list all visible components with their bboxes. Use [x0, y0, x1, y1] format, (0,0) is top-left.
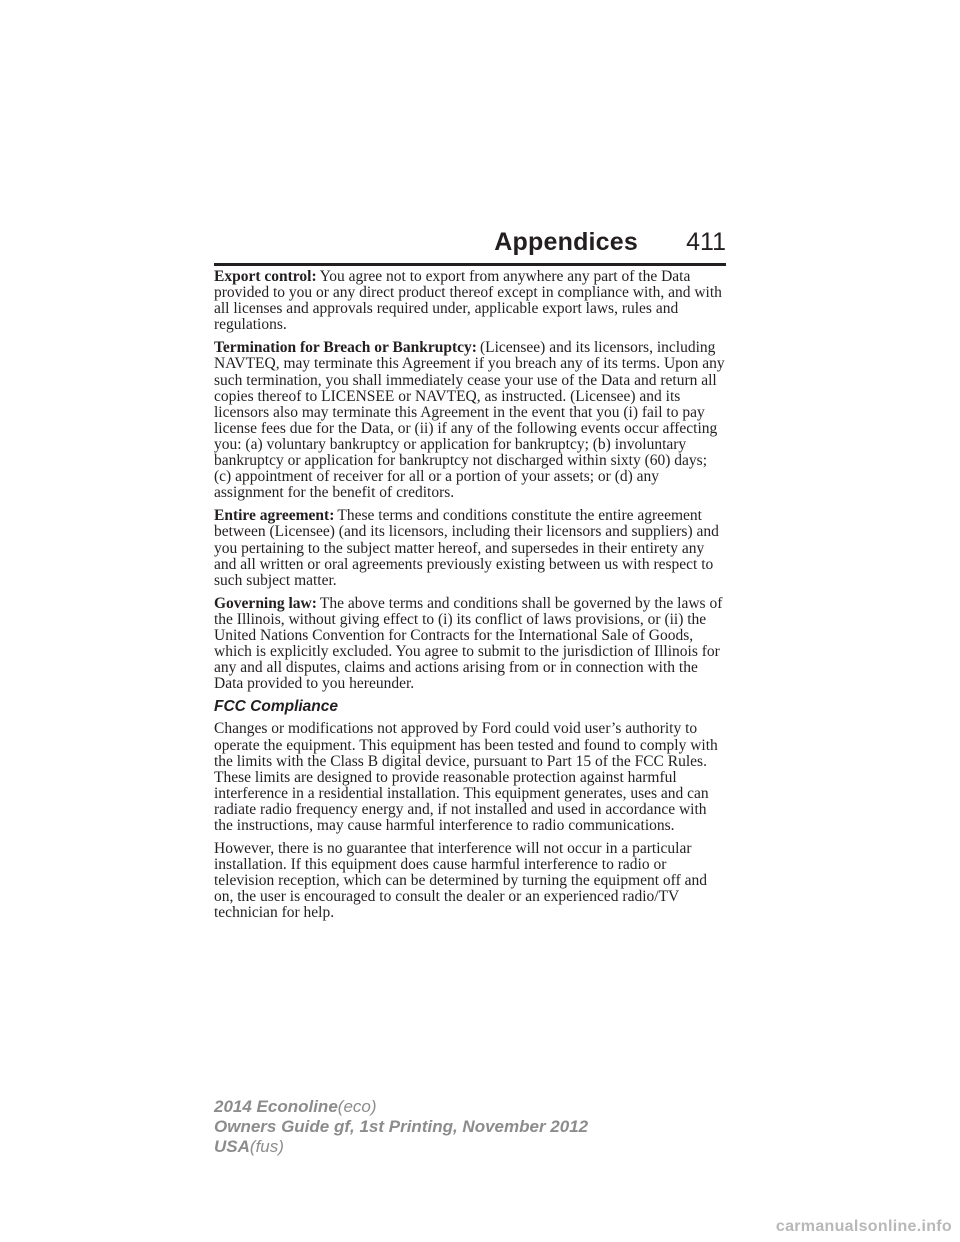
paragraph-lead: Entire agreement:: [214, 507, 335, 525]
paragraph-text: You agree not to export from anywhere any part of the Data provided to you or any direct product thereof except in compliance with, and with all licenses and approvals required under, applicable export laws, rules and regulations.: [214, 268, 722, 334]
footer-market: USA: [214, 1137, 250, 1156]
paragraph-lead: Export control:: [214, 268, 317, 285]
header-rule: [214, 263, 726, 266]
footer-model-code: (eco): [337, 1097, 377, 1116]
document-footer: [214, 1097, 588, 1157]
footer-line-model: [214, 1097, 588, 1117]
fcc-compliance-heading: FCC Compliance: [214, 698, 339, 716]
body-content: [214, 269, 726, 929]
paragraph-termination: [214, 340, 726, 501]
paragraph-governing-law: [214, 596, 726, 693]
fcc-paragraph-2: However, there is no guarantee that interference will not occur in a particular installation. If this equipment does cause harmful interference to radio or television reception, which can be determined by turning the equipment off and on, the user is encouraged to consult the dealer or an experienced radio/TV technician for help.: [214, 840, 707, 922]
page-number: 411: [686, 228, 726, 256]
page-header: [214, 224, 726, 266]
footer-line-printing: Owners Guide gf, 1st Printing, November 2012: [214, 1117, 589, 1136]
footer-line-market: [214, 1137, 588, 1157]
paragraph-export-control: [214, 269, 726, 333]
paragraph-text: These terms and conditions constitute the entire agreement between (Licensee) (and its licensors, including their licensors and suppliers) and you pertaining to the subject matter hereof, and supersedes in their entirety any and all written or oral agreements previously existing between us with respect to such subject matter.: [214, 507, 719, 589]
paragraph-lead: Termination for Breach or Bankruptcy:: [214, 339, 477, 357]
paragraph-entire-agreement: [214, 508, 726, 588]
paragraph-text: (Licensee) and its licensors, including NAVTEQ, may terminate this Agreement if you breach any of its terms. Upon any such termination, you shall immediately cease your use of the Data and return all copies thereof to LICENSEE or NAVTEQ, as instructed. (Licensee) and its licensors also may terminate this Agreement in the event that you (i) fail to pay license fees due for the Data, or (ii) if any of the following events occur affecting you: (a) voluntary bankruptcy or application for bankruptcy; (b) involuntary bankruptcy or application for bankruptcy not discharged within sixty (60) days; (c) appointment of receiver for all or a portion of your assets; or (d) any assignment for the benefit of creditors.: [214, 339, 725, 502]
footer-market-code: (fus): [249, 1137, 284, 1156]
watermark-link[interactable]: carmanualsonline.info: [775, 1218, 952, 1235]
section-title: Appendices: [494, 228, 638, 256]
footer-model: 2014 Econoline: [214, 1097, 338, 1116]
paragraph-text: The above terms and conditions shall be governed by the laws of the Illinois, without giving effect to (i) its conflict of laws provisions, or (ii) the United Nations Convention for Contracts for the International Sale of Goods, which is explicitly excluded. You agree to submit to the jurisdiction of Illinois for any and all disputes, claims and actions arising from or in connection with the Data provided to you hereunder.: [214, 594, 723, 693]
paragraph-lead: Governing law:: [214, 594, 317, 612]
fcc-paragraph-1: Changes or modifications not approved by Ford could void user’s authority to operate the equipment. This equipment has been tested and found to comply with the limits with the Class B digital device, pursuant to Part 15 of the FCC Rules. These limits are designed to provide reasonable protection against harmful interference in a residential installation. This equipment generates, uses and can radiate radio frequency energy and, if not installed and used in accordance with the instructions, may cause harmful interference to radio communications.: [214, 720, 718, 834]
